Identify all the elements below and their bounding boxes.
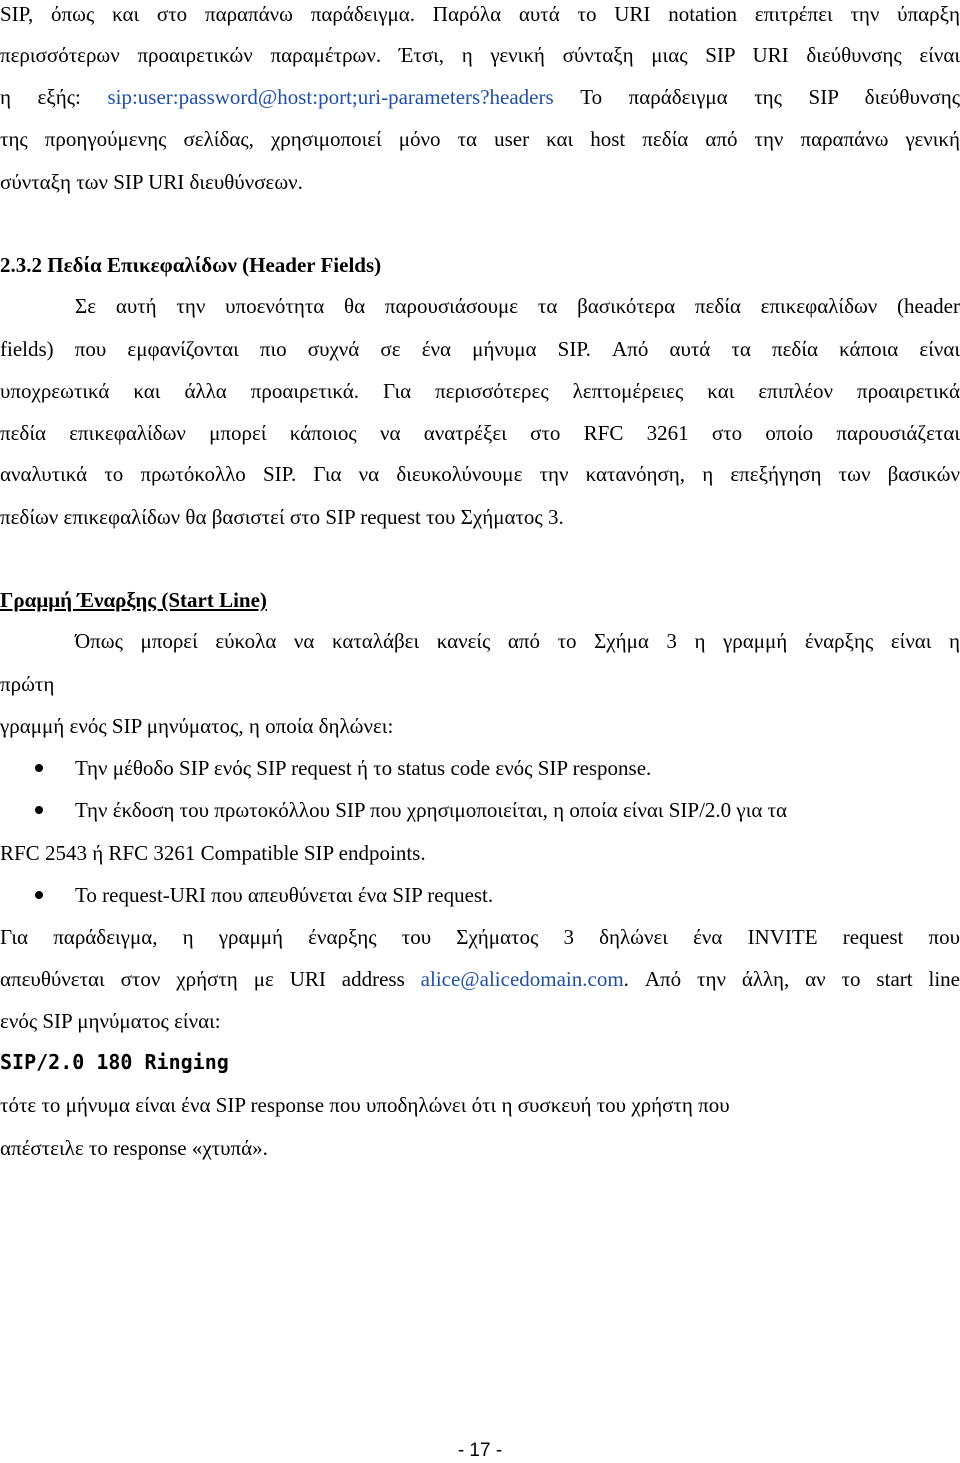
intro-line-5: σύνταξη των SIP URI διευθύνσεων. (0, 170, 303, 194)
section-paragraph-line-3: υποχρεωτικά και άλλα προαιρετικά. Για περισσότερες λεπτομέρειες και επιπλέον προαιρετικά (0, 379, 960, 403)
section-paragraph-line-2: fields) που εμφανίζονται πιο συχνά σε ένα μήνυμα SIP. Από αυτά τα πεδία κάποια είναι (0, 337, 960, 361)
example-line-2 (0, 965, 960, 993)
intro-line-3 (0, 83, 960, 111)
start-line-paragraph-line-3: γραμμή ενός SIP μηνύματος, η οποία δηλώνει: (0, 714, 394, 738)
bullet-item-2-continuation: RFC 2543 ή RFC 3261 Compatible SIP endpoints. (0, 841, 426, 865)
bullet-icon (35, 891, 43, 899)
conclusion-line-2: απέστειλε το response «χτυπά». (0, 1136, 268, 1160)
example-line-1: Για παράδειγμα, η γραμμή έναρξης του Σχήματος 3 δηλώνει ένα INVITE request που (0, 925, 960, 949)
start-line-paragraph-line-2: πρώτη (0, 672, 55, 696)
page-number: - 17 - (457, 1440, 503, 1461)
conclusion-line-1: τότε το μήνυμα είναι ένα SIP response που υποδηλώνει ότι η συσκευή του χρήστη που (0, 1093, 730, 1117)
intro-line-3-pre: η εξής: (0, 85, 108, 109)
bullet-item-3: Το request-URI που απευθύνεται ένα SIP request. (75, 883, 494, 907)
intro-line-1: SIP, όπως και στο παραπάνω παράδειγμα. Παρόλα αυτά το URI notation επιτρέπει την ύπαρξη (0, 2, 960, 26)
sip-uri-syntax-link[interactable]: sip:user:password@host:port;uri-parameters?headers (107, 85, 554, 109)
alice-email-link[interactable]: alice@alicedomain.com (420, 967, 624, 991)
example-line-3: ενός SIP μηνύματος είναι: (0, 1009, 221, 1033)
section-paragraph-line-5: αναλυτικά το πρωτόκολλο SIP. Για να διευκολύνουμε την κατανόηση, η επεξήγηση των βασικών (0, 462, 960, 486)
example-line-2-post: . Από την άλλη, αν το start line (623, 967, 960, 991)
intro-line-3-post: Το παράδειγμα της SIP διεύθυνσης (553, 85, 960, 109)
intro-line-4: της προηγούμενης σελίδας, χρησιμοποιεί μόνο τα user και host πεδία από την παραπάνω γενική (0, 127, 960, 151)
start-line-paragraph-line-1: Όπως μπορεί εύκολα να καταλάβει κανείς από το Σχήμα 3 η γραμμή έναρξης είναι η (75, 629, 960, 653)
section-paragraph-line-4: πεδία επικεφαλίδων μπορεί κάποιος να ανατρέξει στο RFC 3261 στο οποίο παρουσιάζεται (0, 421, 960, 445)
code-sample: SIP/2.0 180 Ringing (0, 1050, 229, 1074)
example-line-2-pre: απευθύνεται στον χρήστη με URI address (0, 967, 421, 991)
start-line-heading: Γραμμή Έναρξης (Start Line) (0, 588, 267, 612)
section-paragraph-line-6: πεδίων επικεφαλίδων θα βασιστεί στο SIP request του Σχήματος 3. (0, 505, 564, 529)
bullet-icon (35, 764, 43, 772)
intro-line-2: περισσότερων προαιρετικών παραμέτρων. Έτσι, η γενική σύνταξη μιας SIP URI διεύθυνσης είναι (0, 43, 960, 67)
bullet-icon (35, 806, 43, 814)
section-heading: 2.3.2 Πεδία Επικεφαλίδων (Header Fields) (0, 253, 382, 277)
bullet-item-2: Την έκδοση του πρωτοκόλλου SIP που χρησιμοποιείται, η οποία είναι SIP/2.0 για τα (75, 798, 788, 822)
section-paragraph-line-1: Σε αυτή την υποενότητα θα παρουσιάσουμε τα βασικότερα πεδία επικεφαλίδων (header (75, 294, 960, 318)
bullet-item-1: Την μέθοδο SIP ενός SIP request ή το status code ενός SIP response. (75, 756, 652, 780)
